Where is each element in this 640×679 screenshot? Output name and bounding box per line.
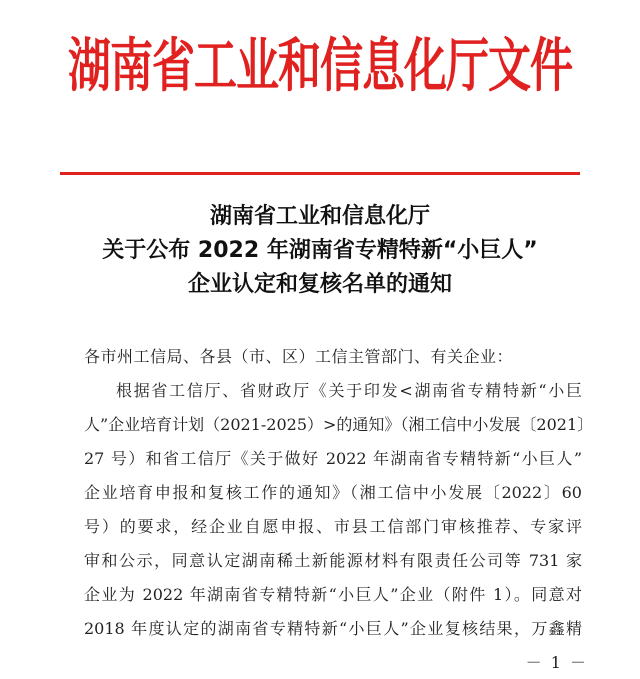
document-body [84,340,594,646]
body-line: 号）的要求，经企业自愿申报、市县工信部门审核推荐、专家评 [84,517,582,536]
body-line: 根据省工信厅、省财政厅《关于印发<湖南省专精特新“小巨 [116,381,582,400]
document-title-line-3: 企业认定和复核名单的通知 [187,272,452,297]
body-line: 企业为 2022 年湖南省专精特新“小巨人”企业（附件 1）。同意对 [84,585,582,604]
body-line: 企业培育申报和复核工作的通知》（湘工信中小发展〔2022〕60 [84,483,582,502]
document-title-line-1: 湖南省工业和信息化厅 [209,204,430,229]
body-line: 2018 年度认定的湖南省专精特新“小巨人”企业复核结果，万鑫精 [84,619,582,638]
body-line: 人”企业培育计划（2021-2025）>的通知》（湘工信中小发展〔2021〕 [84,415,594,434]
body-line: 27 号）和省工信厅《关于做好 2022 年湖南省专精特新“小巨人” [84,449,582,468]
body-line: 审和公示，同意认定湖南稀土新能源材料有限责任公司等 731 家 [84,551,582,570]
document-header-title: 湖南省工业和信息化厅文件 [68,32,572,101]
red-header-rule [60,172,580,175]
document-title [40,200,600,302]
salutation: 各市州工信局、各县（市、区）工信主管部门、有关企业： [84,347,514,366]
document-title-line-2: 关于公布 2022 年湖南省专精特新“小巨人” [102,238,538,263]
page-number: － 1 － [525,653,588,672]
